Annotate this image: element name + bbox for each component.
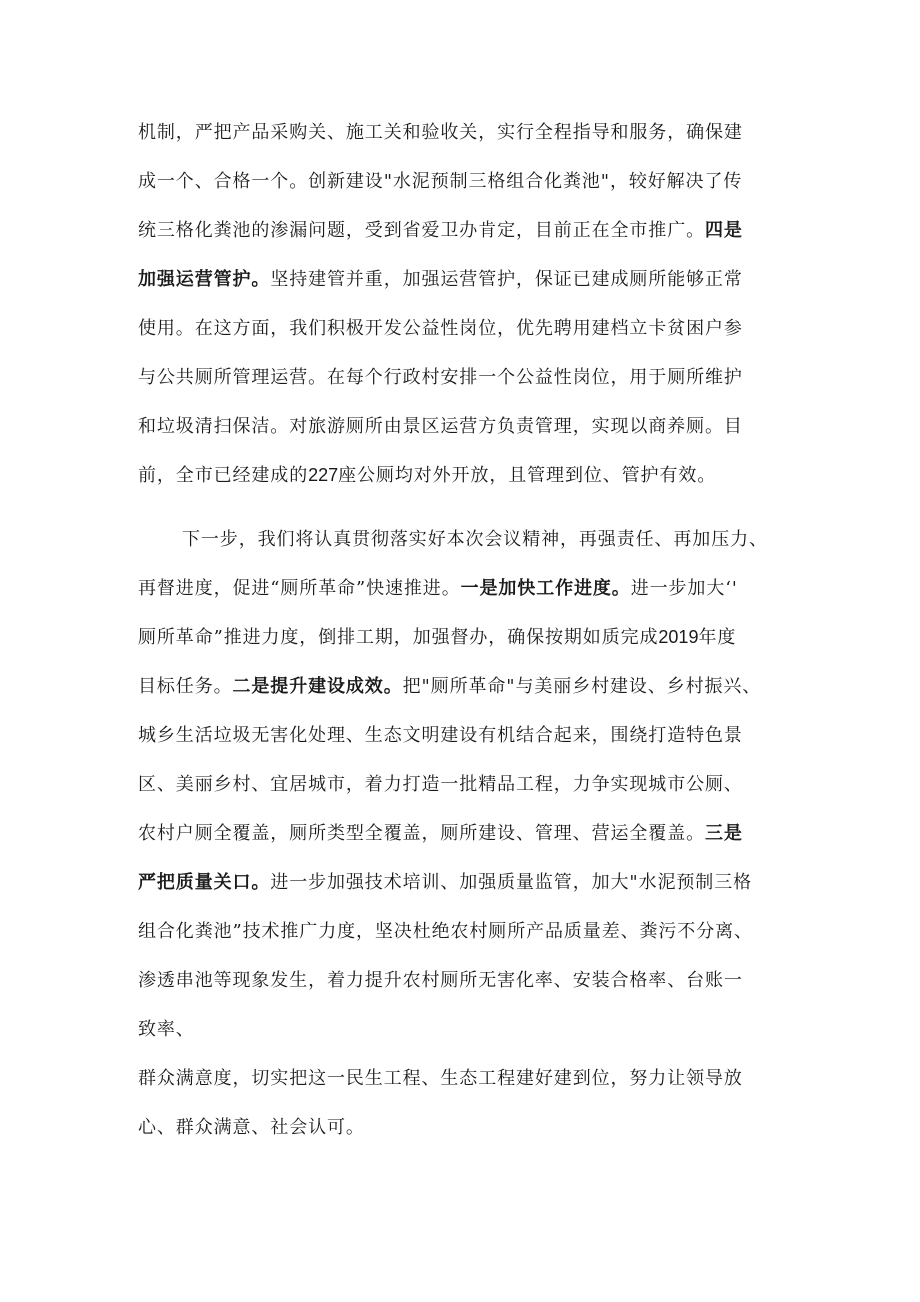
body-text: 成一个、合格一个。创新建设"水泥预制三格组合化粪池"，较好解决了传: [138, 171, 743, 192]
text-line: [138, 255, 798, 304]
text-line: [138, 353, 798, 402]
text-line: [138, 809, 798, 858]
text-line: [138, 515, 798, 564]
body-text: 进一步加大‘': [630, 578, 738, 599]
body-text: 与公共厕所管理运营。在每个行政村安排一个公益性岗位，用于厕所维护: [138, 367, 743, 388]
body-text: 统三格化粪池的渗漏问题，受到省爱卫办肯定，目前正在全市推广。: [138, 220, 705, 241]
body-text: 下一步，我们将认真贯彻落实好本次会议精神，再强责任、再加压力、: [182, 529, 768, 550]
text-line: [138, 907, 798, 956]
body-text: 致率、: [138, 1019, 195, 1040]
text-line: [138, 1005, 798, 1054]
body-text: 组合化粪池”技术推广力度，坚决杜绝农村厕所产品质量差、粪污不分离、: [138, 921, 753, 942]
paragraph-2: [138, 515, 798, 1152]
text-line: [138, 956, 798, 1005]
bold-heading-text: 四是: [705, 220, 743, 241]
body-text: 目标任务。: [138, 676, 233, 697]
body-text: 前，全市已经建成的: [138, 465, 309, 486]
body-text: 城乡生活垃圾无害化处理、生态文明建设有机结合起来，围绕打造特色景: [138, 725, 743, 746]
text-line: [138, 858, 798, 907]
bold-heading-text: 严把质量关口。: [138, 872, 271, 893]
text-line: [138, 304, 798, 353]
text-line: [138, 108, 798, 157]
body-text: 农村户厕全覆盖，厕所类型全覆盖，厕所建设、管理、营运全覆盖。: [138, 823, 705, 844]
text-line: [138, 1054, 798, 1103]
body-text: 使用。在这方面，我们积极开发公益性岗位，优先聘用建档立卡贫困户参: [138, 318, 743, 339]
bold-heading-text: 一是加快工作进度。: [460, 578, 631, 599]
body-text: 2019: [658, 627, 699, 647]
text-line: [138, 402, 798, 451]
bold-heading-text: 加强运营管护。: [138, 269, 271, 290]
bold-heading-text: 三是: [705, 823, 743, 844]
bold-heading-text: 二是提升建设成效。: [232, 676, 403, 697]
body-text: 座公厕均对外开放，且管理到位、管护有效。: [338, 465, 717, 486]
body-text: 机制，严把产品采购关、施工关和验收关，实行全程指导和服务，确保建: [138, 122, 743, 143]
text-line: [138, 760, 798, 809]
body-text: 心、群众满意、社会认可。: [138, 1117, 365, 1138]
body-text: 渗透串池等现象发生，着力提升农村厕所无害化率、安装合格率、台账一: [138, 970, 743, 991]
body-text: 厕所革命”推进力度，倒排工期，加强督办，确保按期如质完成: [138, 627, 659, 648]
text-line: [138, 157, 798, 206]
body-text: 227: [308, 465, 339, 485]
text-line: [138, 662, 798, 711]
text-line: [138, 1103, 798, 1152]
body-text: 群众满意度，切实把这一民生工程、生态工程建好建到位，努力让领导放: [138, 1068, 743, 1089]
text-line: [138, 564, 798, 613]
text-line: [138, 206, 798, 255]
body-text: 进一步加强技术培训、加强质量监管，加大"水泥预制三格: [270, 872, 752, 893]
text-line: [138, 451, 798, 500]
text-line: [138, 711, 798, 760]
text-line: [138, 613, 798, 662]
body-text: 区、美丽乡村、宜居城市，着力打造一批精品工程，力争实现城市公厕、: [138, 774, 743, 795]
body-text: 和垃圾清扫保洁。对旅游厕所由景区运营方负责管理，实现以商养厕。目: [138, 416, 743, 437]
body-text: 把"厕所革命"与美丽乡村建设、乡村振兴、: [402, 676, 762, 697]
body-text: 再督进度，促进“厕所革命”快速推进。: [138, 578, 461, 599]
body-text: 坚持建管并重，加强运营管护，保证已建成厕所能够正常: [270, 269, 743, 290]
body-text: 年度: [698, 627, 737, 648]
paragraph-1: [138, 108, 798, 500]
